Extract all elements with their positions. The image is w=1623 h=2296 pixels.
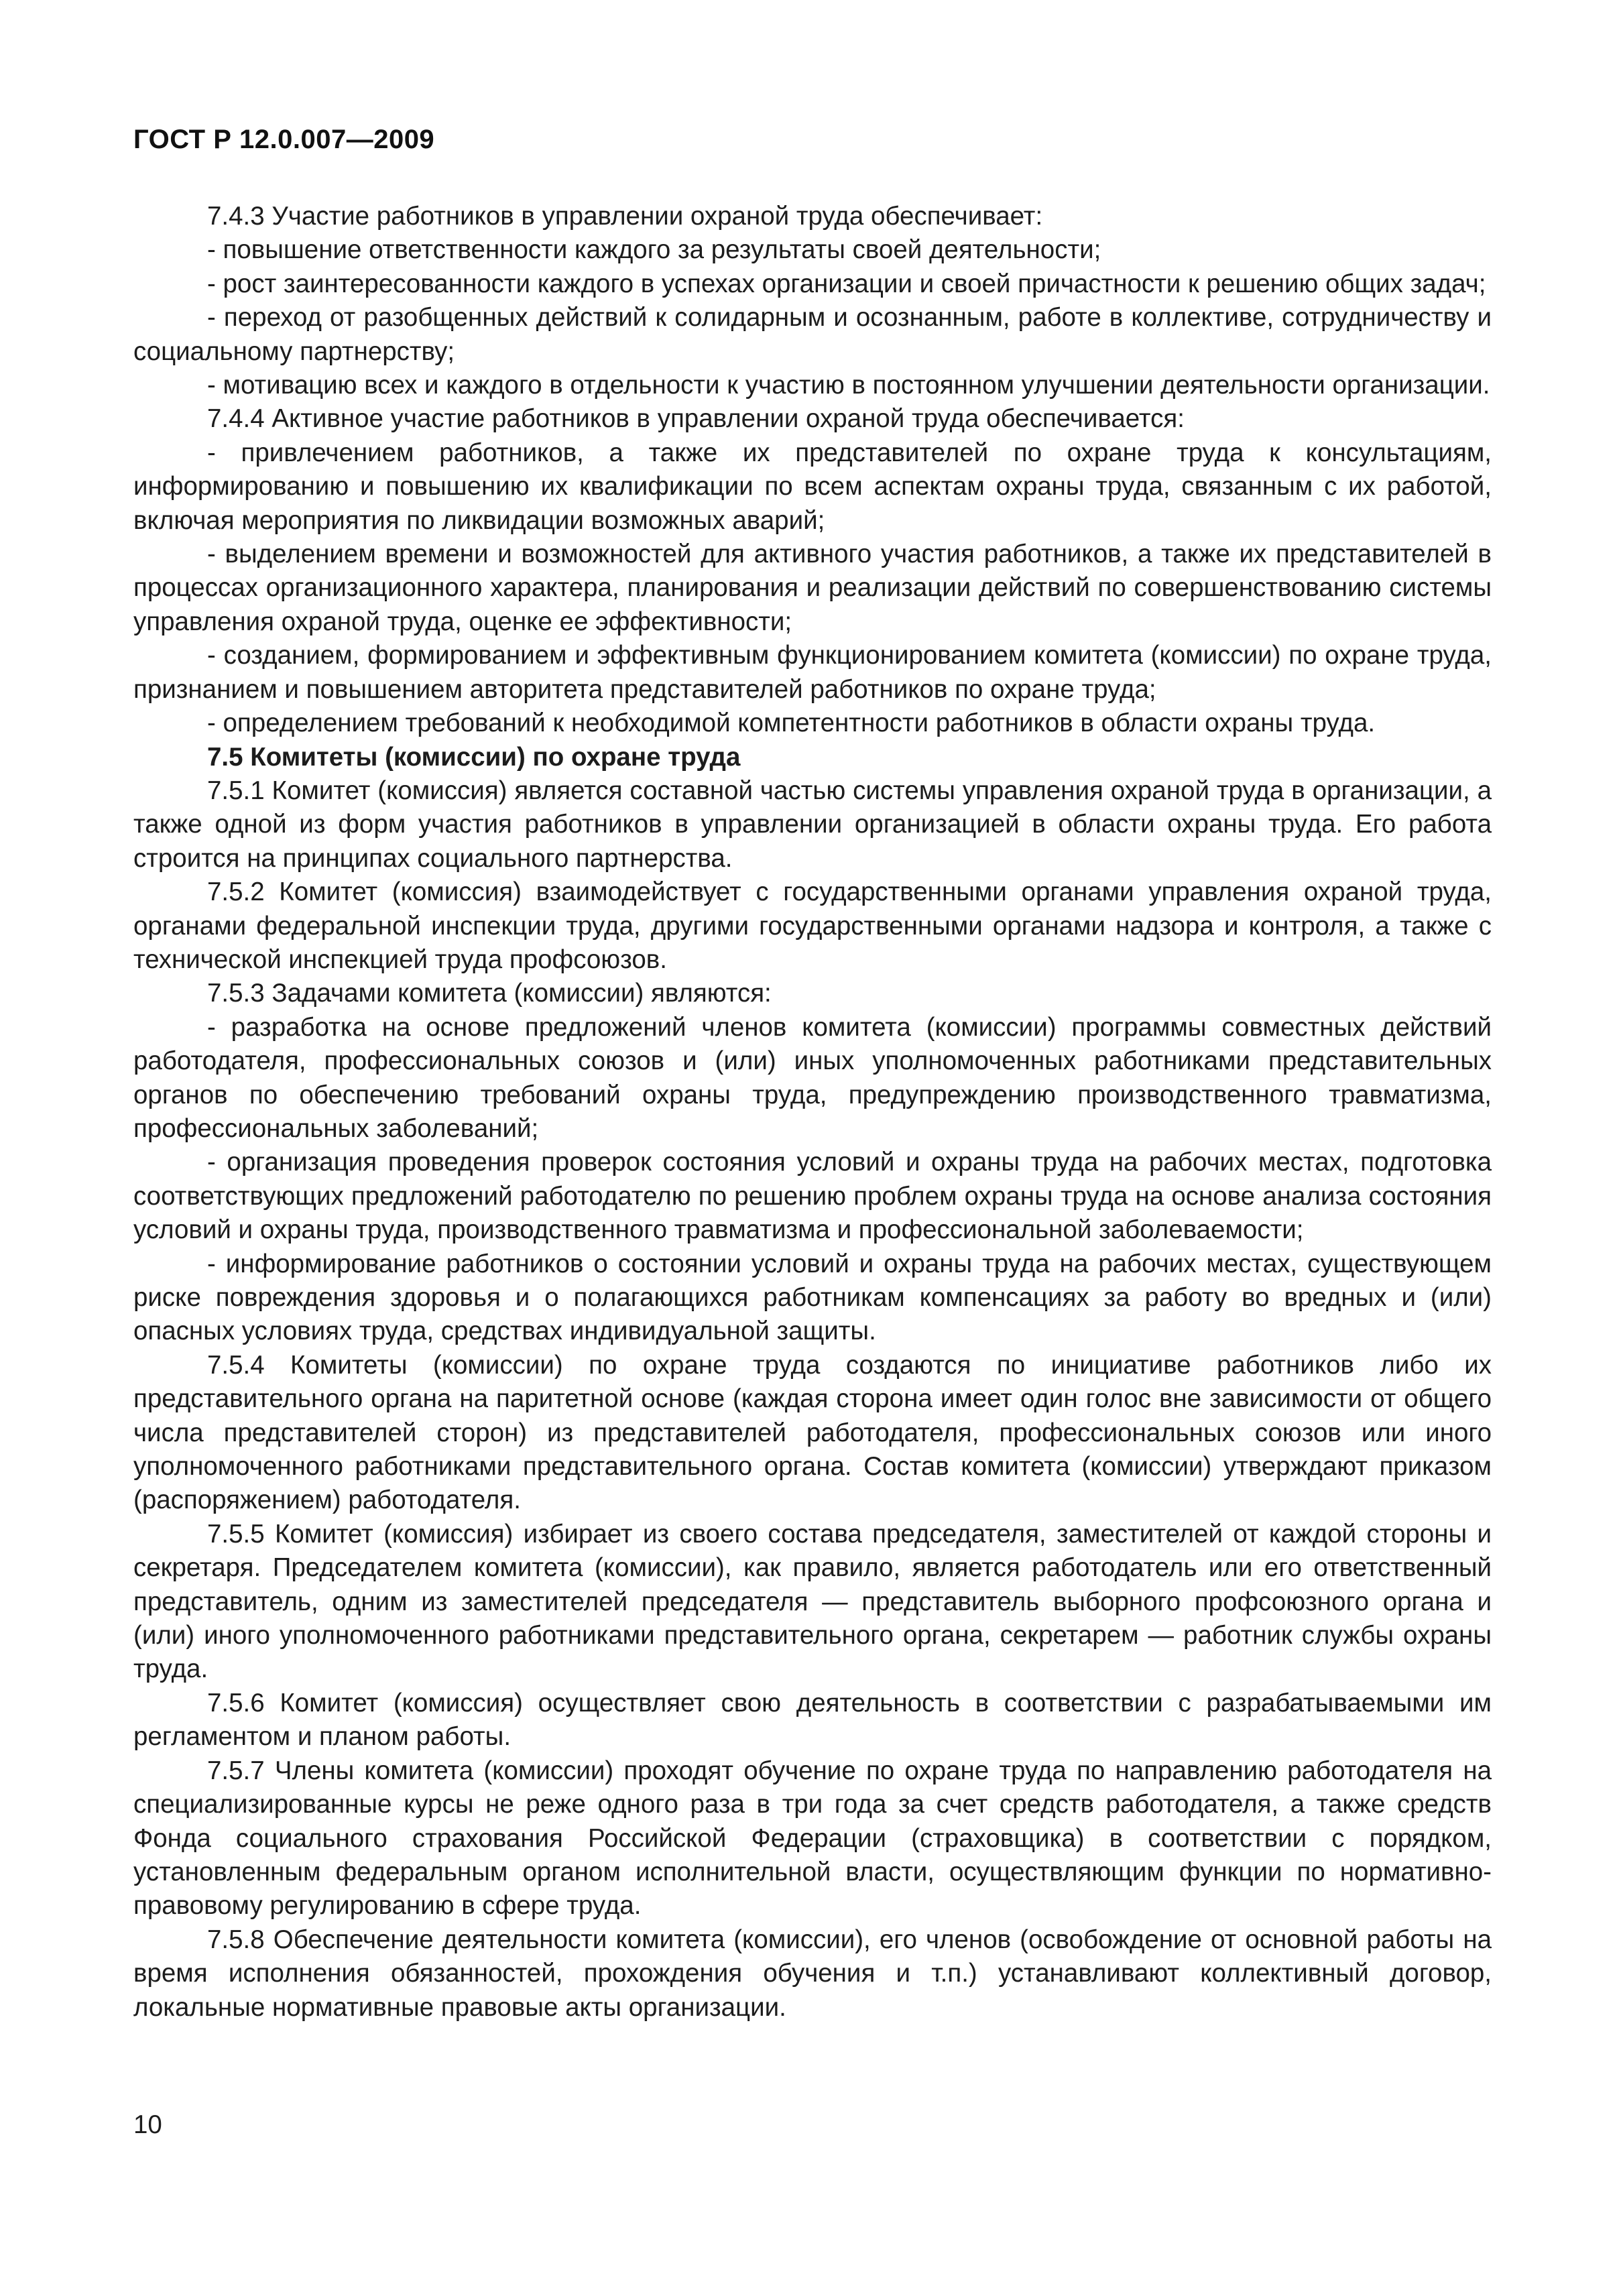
list-item: - мотивацию всех и каждого в отдельности к участию в постоянном улучшении деятельности организации.	[207, 371, 1490, 400]
clause-7-5-5: 7.5.5 Комитет (комиссия) избирает из своего состава председателя, заместителей от каждой стороны и секретаря. Председателем комитета (комиссии), как правило, является работодатель или его ответственный представитель, одним из заместителей председателя — представитель выборного профсоюзного органа и (или) иного уполномоченного работниками представительного органа, секретарем — работник службы охраны труда.	[133, 1519, 1492, 1684]
clause-7-5-4: 7.5.4 Комитеты (комиссии) по охране труда создаются по инициативе работников либо их представительного органа на паритетной основе (каждая сторона имеет один голос вне зависимости от общего числа представителей сторон) из представителей работодателя, профессиональных союзов или иного уполномоченного работниками представительного органа. Состав комитета (комиссии) утверждают приказом (распоряжением) работодателя.	[133, 1350, 1492, 1515]
list-item: - выделением времени и возможностей для активного участия работников, а также их представителей в процессах организационного характера, планирования и реализации действий по совершенствованию системы управления охраной труда, оценке ее эффективности;	[133, 540, 1492, 636]
clause-7-5-8: 7.5.8 Обеспечение деятельности комитета (комиссии), его членов (освобождение от основной работы на время исполнения обязанностей, прохождения обучения и т.п.) устанавливают коллективный договор, локальные нормативные правовые акты организации.	[133, 1925, 1492, 2022]
list-item: - рост заинтересованности каждого в успехах организации и своей причастности к решению общих задач;	[207, 269, 1486, 298]
clause-7-5-3: 7.5.3 Задачами комитета (комиссии) являются:	[207, 979, 772, 1008]
document-body	[133, 200, 1492, 2025]
list-item: - переход от разобщенных действий к солидарным и осознанным, работе в коллективе, сотрудничеству и социальному партнерству;	[133, 303, 1492, 366]
clause-7-4-3: 7.4.3 Участие работников в управлении охраной труда обеспечивает:	[207, 202, 1043, 231]
list-item: - созданием, формированием и эффективным функционированием комитета (комиссии) по охране труда, признанием и повышением авторитета представителей работников по охране труда;	[133, 641, 1492, 704]
standard-header: ГОСТ Р 12.0.007—2009	[133, 125, 435, 154]
clause-7-5-2: 7.5.2 Комитет (комиссия) взаимодействует с государственными органами управления охраной труда, органами федеральной инспекции труда, другими государственными органами надзора и контроля, а также с технической инспекцией труда профсоюзов.	[133, 878, 1492, 974]
list-item: - определением требований к необходимой компетентности работников в области охраны труда.	[207, 709, 1376, 738]
list-item: - разработка на основе предложений членов комитета (комиссии) программы совместных действий работодателя, профессиональных союзов и (или) иных уполномоченных работниками представительных органов по обеспечению требований охраны труда, предупреждению производственного травматизма, профессиональных заболеваний;	[133, 1012, 1492, 1143]
list-item: - привлечением работников, а также их представителей по охране труда к консультациям, информированию и повышению их квалификации по всем аспектам охраны труда, связанным с их работой, включая мероприятия по ликвидации возможных аварий;	[133, 438, 1492, 535]
clause-7-5-1: 7.5.1 Комитет (комиссия) является составной частью системы управления охраной труда в организации, а также одной из форм участия работников в управлении организацией в области охраны труда. Его работа строится на принципах социального партнерства.	[133, 776, 1492, 873]
clause-7-5-7: 7.5.7 Члены комитета (комиссии) проходят обучение по охране труда по направлению работодателя на специализированные курсы не реже одного раза в три года за счет средств работодателя, а также средств Фонда социального страхования Российской Федерации (страховщика) в соответствии с порядком, установленным федеральным органом исполнительной власти, осуществляющим функции по нормативно-правовому регулированию в сфере труда.	[133, 1756, 1492, 1921]
clause-7-4-4: 7.4.4 Активное участие работников в управлении охраной труда обеспечивается:	[207, 404, 1185, 434]
clause-7-5-6: 7.5.6 Комитет (комиссия) осуществляет свою деятельность в соответствии с разрабатываемыми им регламентом и планом работы.	[133, 1688, 1492, 1752]
page-number: 10	[133, 2110, 162, 2139]
section-heading-7-5: 7.5 Комитеты (комиссии) по охране труда	[207, 742, 741, 772]
list-item: - организация проведения проверок состояния условий и охраны труда на рабочих местах, подготовка соответствующих предложений работодателю по решению проблем охраны труда на основе анализа состояния условий и охраны труда, производственного травматизма и профессиональной заболеваемости;	[133, 1148, 1492, 1245]
list-item: - повышение ответственности каждого за результаты своей деятельности;	[207, 235, 1101, 265]
list-item: - информирование работников о состоянии условий и охраны труда на рабочих местах, существующем риске повреждения здоровья и о полагающихся работникам компенсациях за работу во вредных и (или) опасных условиях труда, средствах индивидуальной защиты.	[133, 1249, 1492, 1346]
